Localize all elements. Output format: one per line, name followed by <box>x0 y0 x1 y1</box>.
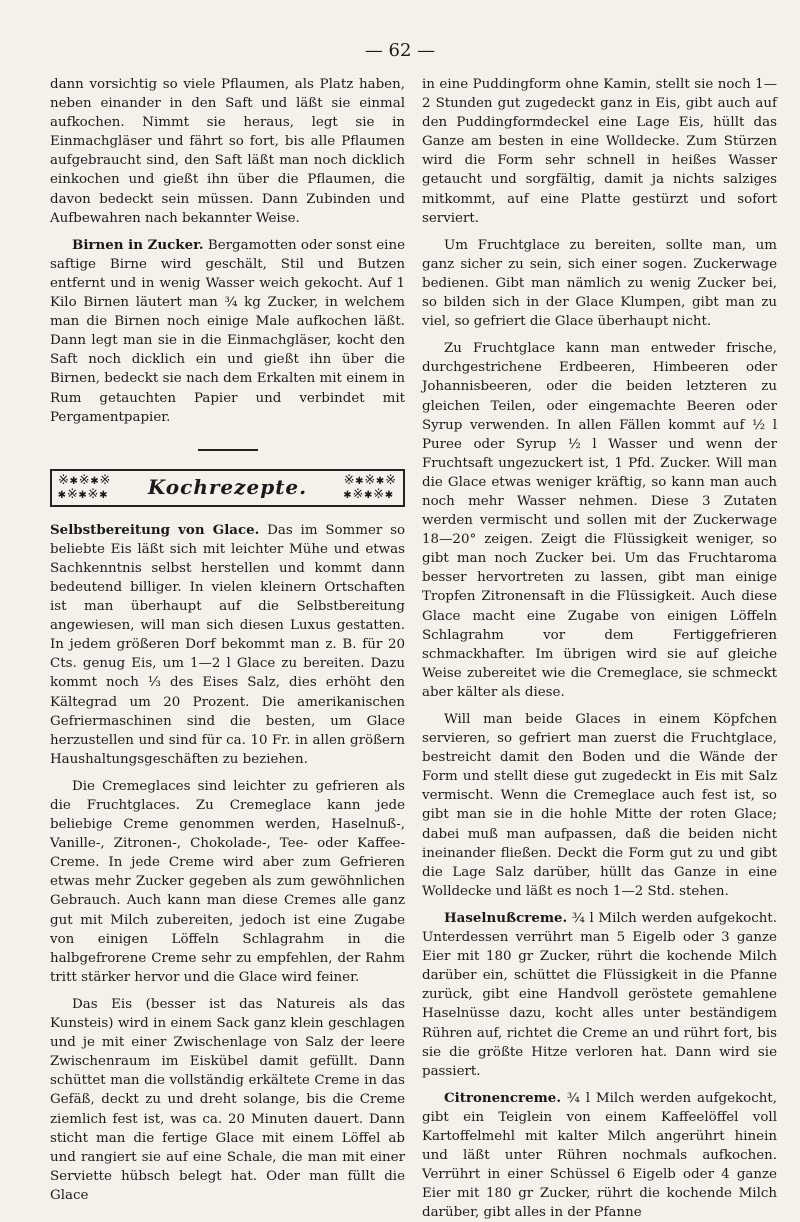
recipe-body: ¾ l Milch werden aufgekocht, gibt ein Teiglein von einem Kaffeelöffel voll Kartoffelmehl mit kalter Milch angerührt hinein und läßt unter Rühren nochmals aufkochen. Verrührt in einer Schüssel 6 Eigelb oder 4 ganze Eier mit 180 gr Zucker, rührt die kochende Milch darüber, gibt alles in der Pfanne <box>422 1090 777 1221</box>
page-number: — 62 — <box>364 40 436 61</box>
recipe-heading: Haselnußcreme. <box>444 909 568 926</box>
paragraph-pflaumen: dann vorsichtig so viele Pflaumen, als Platz haben, neben einander in den Saft und läßt sie einmal aufkochen. Nimmt sie heraus, legt sie in Einmachgläser und fährt so fort, bis alle Pflaumen aufgebraucht sind, den Saft läßt man noch dicklich einkochen und gießt ihn über die Pflaumen, die davon bedeckt sein müssen. Dann Zubinden und Aufbewahren nach bekannter Weise. <box>50 77 405 226</box>
recipe-citronencreme <box>422 1089 777 1222</box>
recipe-glace <box>50 521 405 769</box>
ornament-left: ※✱※✱※ ✱※✱※✱ <box>58 472 112 502</box>
right-column <box>422 75 777 1222</box>
recipe-body: ¾ l Milch werden aufgekocht. Unterdessen verrührt man 5 Eigelb oder 3 ganze Eier mit 180 gr Zucker, rührt die kochende Milch darüber ein, schüttet die Flüssigkeit in die Pfanne zurück, gibt eine Handvoll geröstete gemahlene Haselnüsse dazu, kocht alles unter beständigem Rühren auf, richtet die Creme an und rührt fort, bis sie die größte Hitze verloren hat. Dann wird sie passiert. <box>422 910 778 1079</box>
paragraph-zutaten: Zu Fruchtglace kann man entweder frische, durchgestrichene Erdbeeren, Himbeeren oder Johannisbeeren, oder die beiden letzteren zu gleichen Teilen, oder eingemachte Beeren oder Syrup verwenden. In allen Fällen kommt auf ½ l Puree oder Syrup ½ l Wasser und wenn der Fruchtsaft ungezuckert ist, 1 Pfd. Zucker. Will man die Glace etwas weniger kräftig, so kann man auch noch mehr Wasser nehmen. Diese 3 Zutaten werden vermischt und sollen mit der Zuckerwage 18—20° zeigen. Zeigt die Flüssigkeit weniger, so gibt man noch Zucker bei. Um das Fruchtaroma besser hervortreten zu lassen, gibt man einige Tropfen Zitronensaft in die Flüssigkeit. Auch diese Glace macht eine Zugabe von einigen Löffeln Schlagrahm vor dem Fertiggefrieren schmackhafter. Im übrigen wird sie auf gleiche Weise zubereitet wie die Cremeglace, sie schmeckt aber kälter als diese. <box>422 341 777 700</box>
paragraph-koepfchen: Will man beide Glaces in einem Köpfchen servieren, so gefriert man zuerst die Fruchtglace, bestreicht damit den Boden und die Wände der Form und stellt diese gut zugedeckt in Eis mit Salz vermischt. Wenn die Cremeglace auch fest ist, so gibt man sie in die hohle Mitte der roten Glace; dabei muß man aufpassen, daß die beiden nicht ineinander fließen. Deckt die Form gut zu und gibt die Lage Salz darüber, hüllt das Ganze in eine Wolldecke und läßt es noch 1—2 Std. stehen. <box>422 712 777 899</box>
paragraph-cremeglaces: Die Cremeglaces sind leichter zu gefrieren als die Fruchtglaces. Zu Cremeglace kann jede beliebige Creme genommen werden, Haselnuß-, Vanille-, Zitronen-, Chokolade-, Tee- oder Kaffee-Creme. In jede Creme wird aber zum Gefrieren etwas mehr Zucker gegeben als zum gewöhnlichen Gebrauch. Auch kann man diese Cremes alle ganz gut mit Milch zubereiten, jedoch ist eine Zugabe von einigen Löffeln Schlagrahm in die halbgefrorene Creme sehr zu empfehlen, der Rahm tritt stärker hervor und die Glace wird feiner. <box>50 778 405 985</box>
section-banner <box>50 469 405 507</box>
paragraph-puddingform: in eine Puddingform ohne Kamin, stellt sie noch 1—2 Stunden gut zugedeckt ganz in Eis, gibt auch auf den Puddingformdeckel eine Lage Eis, hüllt das Ganze am besten in eine Wolldecke. Zum Stürzen wird die Form sehr schnell in heißes Wasser getaucht und sorgfältig, damit ja nichts salziges mitkommt, auf eine Platte gestürzt und sofort serviert. <box>422 77 777 226</box>
recipe-body: Bergamotten oder sonst eine saftige Birne wird geschält, Stil und Butzen entfernt und in wenig Wasser weich gekocht. Auf 1 Kilo Birnen läutert man ¾ kg Zucker, in welchem man die Birnen noch einige Male aufkochen läßt. Dann legt man sie in die Einmachgläser, kocht den Saft noch dicklich ein und gießt ihn über die Birnen, bedeckt sie nach dem Erkalten mit einem in Rum getauchten Papier und verbindet mit Pergamentpapier. <box>50 237 405 425</box>
paragraph-fruchtglace: Um Fruchtglace zu bereiten, sollte man, um ganz sicher zu sein, sich einer sogen. Zuckerwage bedienen. Gibt man nämlich zu wenig Zucker bei, so bilden sich in der Glace Klumpen, gibt man zu viel, so gefriert die Glace überhaupt nicht. <box>422 237 777 330</box>
left-column <box>50 75 405 1205</box>
recipe-body: Das im Sommer so beliebte Eis läßt sich mit leichter Mühe und etwas Sachkenntnis selbst herstellen und kommt dann bedeutend billiger. In vielen kleinern Ortschaften ist man überhaupt auf die Selbstbereitung angewiesen, will man sich diesen Luxus gestatten. In jedem größeren Dorf bekommt man z. B. für 20 Cts. genug Eis, um 1—2 l Glace zu bereiten. Dazu kommt noch ⅓ des Eises Salz, dies erhöht den Kältegrad um 20 Prozent. Die amerikanischen Gefriermaschinen sind die besten, um Glace herzustellen und sind für ca. 10 Fr. in allen größern Haushaltungsgeschäften zu beziehen. <box>50 522 406 767</box>
section-title: Kochrezepte. <box>147 475 308 500</box>
recipe-haselnusscreme <box>422 909 777 1081</box>
paragraph-eis: Das Eis (besser ist das Natureis als das Kunsteis) wird in einem Sack ganz klein geschlagen und je mit einer Zwischenlage von Salz der leere Zwischenraum im Eiskübel damit gefüllt. Dann schüttet man die vollständig erkältete Creme in das Gefäß, deckt zu und dreht solange, bis die Creme ziemlich fest ist, was ca. 20 Minuten dauert. Dann sticht man die fertige Glace mit einem Löffel ab und rangiert sie auf eine Schale, die man mit einer Serviette hübsch belegt hat. Oder man füllt die Glace <box>50 996 405 1203</box>
recipe-heading: Selbstbereitung von Glace. <box>50 521 260 538</box>
recipe-heading: Citronencreme. <box>444 1089 561 1106</box>
section-divider <box>198 449 258 451</box>
recipe-heading: Birnen in Zucker. <box>72 236 204 253</box>
ornament-right: ※✱※✱※ ✱※✱※✱ <box>343 472 397 502</box>
recipe-birnen <box>50 236 405 427</box>
